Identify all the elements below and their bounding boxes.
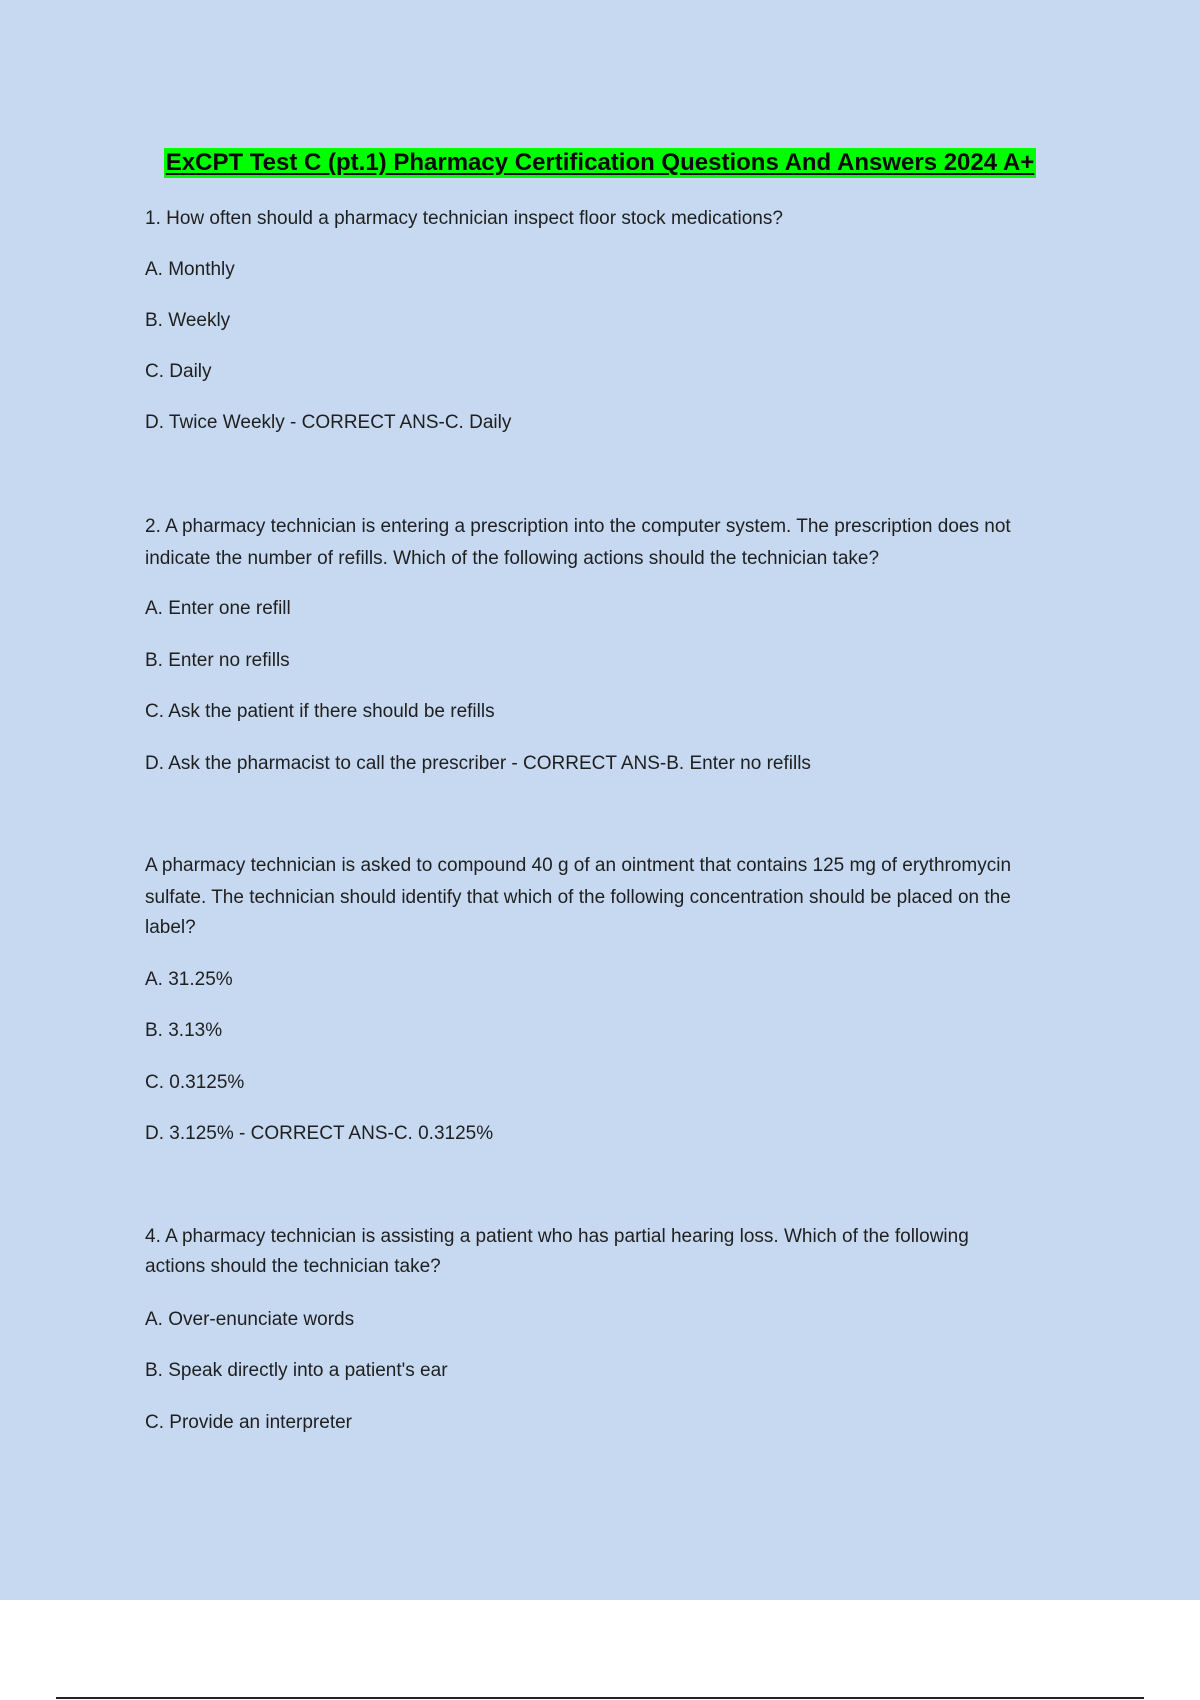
question-2-stem-line-1: 2. A pharmacy technician is entering a prescription into the computer system. The prescription does not [145,516,1011,537]
question-4-option-c: C. Provide an interpreter [145,1412,352,1433]
question-2-option-b: B. Enter no refills [145,650,290,671]
question-4-stem-line-2: actions should the technician take? [145,1256,441,1277]
question-3-stem-line-1: A pharmacy technician is asked to compound 40 g of an ointment that contains 125 mg of erythromycin [145,855,1012,876]
question-3-option-c: C. 0.3125% [145,1072,245,1093]
footer-rule [56,1697,1144,1699]
question-1-option-a: A. Monthly [145,259,235,280]
question-2-option-c: C. Ask the patient if there should be refills [145,701,495,722]
question-1-option-b: B. Weekly [145,310,231,331]
question-3-stem-line-3: label? [145,917,196,938]
question-2-option-d-answer: D. Ask the pharmacist to call the prescriber - CORRECT ANS-B. Enter no refills [145,753,811,774]
question-1-option-c: C. Daily [145,361,212,382]
question-3-stem-line-2: sulfate. The technician should identify that which of the following concentration should be placed on the [145,887,1011,908]
title-container [0,148,1200,178]
question-3-option-a: A. 31.25% [145,969,233,990]
question-3-option-d-answer: D. 3.125% - CORRECT ANS-C. 0.3125% [145,1123,494,1144]
document-title: ExCPT Test C (pt.1) Pharmacy Certification Questions And Answers 2024 A+ [165,149,1035,176]
question-4-option-b: B. Speak directly into a patient's ear [145,1360,448,1381]
question-1-option-d-answer: D. Twice Weekly - CORRECT ANS-C. Daily [145,412,512,433]
question-1-stem: 1. How often should a pharmacy technician inspect floor stock medications? [145,208,783,229]
question-4-option-a: A. Over-enunciate words [145,1309,355,1330]
question-3-option-b: B. 3.13% [145,1020,223,1041]
question-4-stem-line-1: 4. A pharmacy technician is assisting a patient who has partial hearing loss. Which of the following [145,1226,969,1247]
question-2-option-a: A. Enter one refill [145,598,291,619]
question-2-stem-line-2: indicate the number of refills. Which of the following actions should the technician take? [145,548,880,569]
